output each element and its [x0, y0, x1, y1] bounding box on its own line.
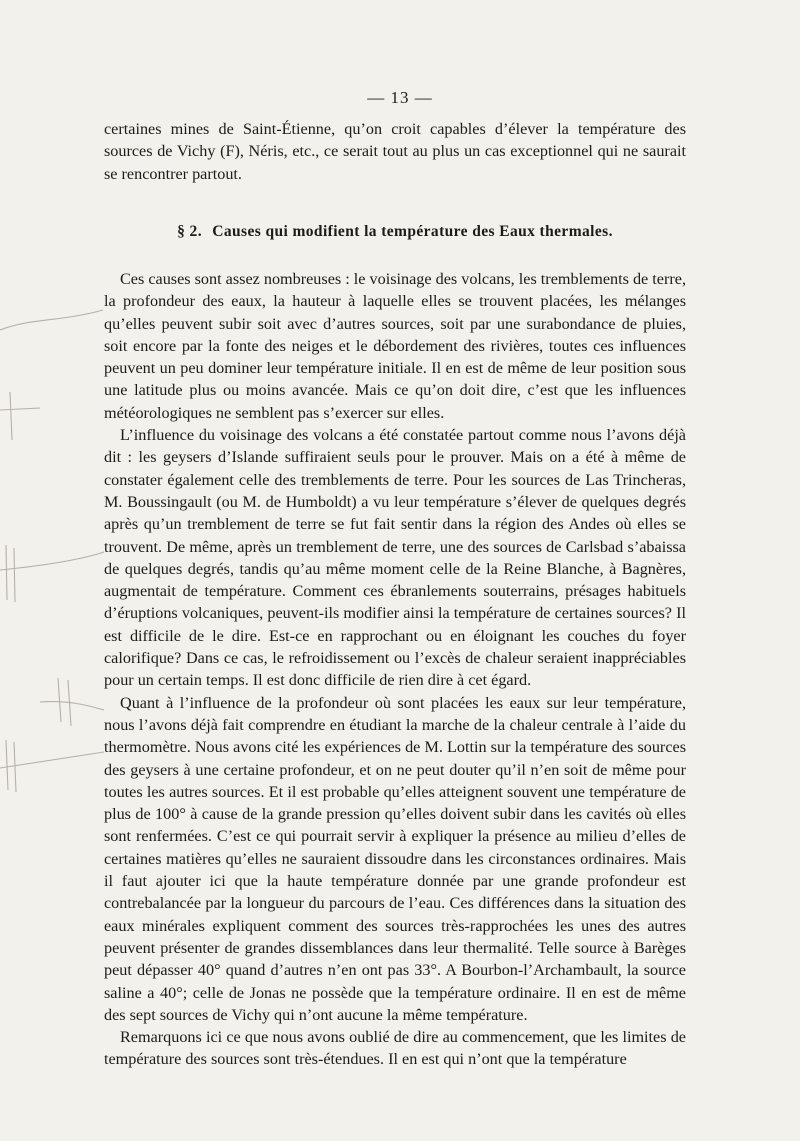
pencil-stroke — [0, 310, 103, 330]
pencil-stroke — [10, 392, 12, 440]
pencil-stroke — [6, 545, 7, 600]
paragraph: L’influence du voisinage des volcans a été constatée partout comme nous l’avons déjà dit : les geysers d’Islande suffiraient seuls pour le prouver. Mais on a été à même de constater également celle des tremblements de terre. Pour les sources de Las Trincheras, M. Boussingault (ou M. de Humboldt) a vu leur température s’élever de quelques degrés après qu’un tremblement de terre se fut fait sentir dans la région des Andes où elles se trouvent. De même, après un tremblement de terre, une des sources de Carlsbad s’abaissa de quelques degrés, tandis qu’au même moment celle de la Reine Blanche, à Bagnères, augmentait de température. Comment ces ébranlements souterrains, présages habituels d’éruptions volcaniques, peuvent-ils modifier ainsi la température de certaines sources? Il est difficile de le dire. Est-ce en rapprochant ou en éloignant les couches du foyer calorifique? Dans ce cas, le refroidissement ou l’excès de chaleur seraient inappréciables pour un certain temps. Il est donc difficile de rien dire à cet égard. — [104, 426, 686, 690]
pencil-stroke — [6, 740, 8, 790]
pencil-stroke — [0, 552, 104, 570]
pencil-stroke — [14, 548, 15, 602]
section-title: Causes qui modifient la température des Eaux thermales. — [212, 223, 613, 240]
pencil-stroke — [0, 752, 104, 768]
pencil-stroke — [0, 408, 40, 410]
section-symbol: § 2. — [177, 223, 202, 240]
paragraph: Quant à l’influence de la profondeur où sont placées les eaux sur leur température, nous l’avons déjà fait comprendre en étudiant la marche de la chaleur centrale à l’aide du thermomètre. Nous avons cité les expériences de M. Lottin sur la température des sources des geysers à une certaine profondeur, et on ne peut douter qu’il n’en soit de même pour toutes les autres sources. Et il est probable qu’elles atteignent souvent une température de plus de 100° à cause de la grande pression qu’elles doivent subir dans les cavités où elles sont renfermées. C’est ce qui pourrait servir à expliquer la présence au milieu d’elles de certaines matières qu’elles ne sauraient dissoudre dans les circonstances ordinaires. Mais il faut ajouter ici que la haute température donnée par une grande profondeur est contrebalancée par la longueur du parcours de l’eau. Ces différences dans la situation des eaux minérales expliquent comment des sources très-rapprochées les unes des autres peuvent présenter de grandes dissemblances dans leur thermalité. Telle source à Barèges peut dépasser 40° quand d’autres n’en ont pas 33°. A Bourbon-l’Archambault, la source saline a 40°; celle de Jonas ne possède que la température ordinaire. Il en est de même des sept sources de Vichy qui n’ont aucune la même température. — [104, 693, 686, 1024]
pencil-stroke — [58, 678, 61, 722]
pencil-stroke — [14, 742, 16, 792]
paragraph: Remarquons ici ce que nous avons oublié de dire au commencement, que les limites de température des sources sont très-étendues. Il en est qui n’ont que la température — [104, 1028, 686, 1069]
paragraph-text: certaines mines de Saint-Étienne, qu’on croit capables d’élever la température des sources de Vichy (F), Néris, etc., ce serait tout au plus un cas exceptionnel qui ne saurait se rencontrer partout. — [104, 120, 686, 183]
pencil-stroke — [40, 702, 104, 710]
paragraph: Ces causes sont assez nombreuses : le voisinage des volcans, les tremblements de terre, la profondeur des eaux, la hauteur à laquelle elles se trouvent placées, les mélanges qu’elles peuvent subir soit avec d’autres sources, soit par une surabondance de pluies, soit encore par la fonte des neiges et le débordement des rivières, toutes ces influences peuvent un peu dominer leur température initiale. Il en est de même de leur position sous une latitude plus ou moins avancée. Mais ce qu’on doit dire, c’est que les influences météorologiques ne semblent pas s’exercer sur elles. — [104, 270, 686, 422]
page-number: — 13 — — [367, 88, 433, 107]
